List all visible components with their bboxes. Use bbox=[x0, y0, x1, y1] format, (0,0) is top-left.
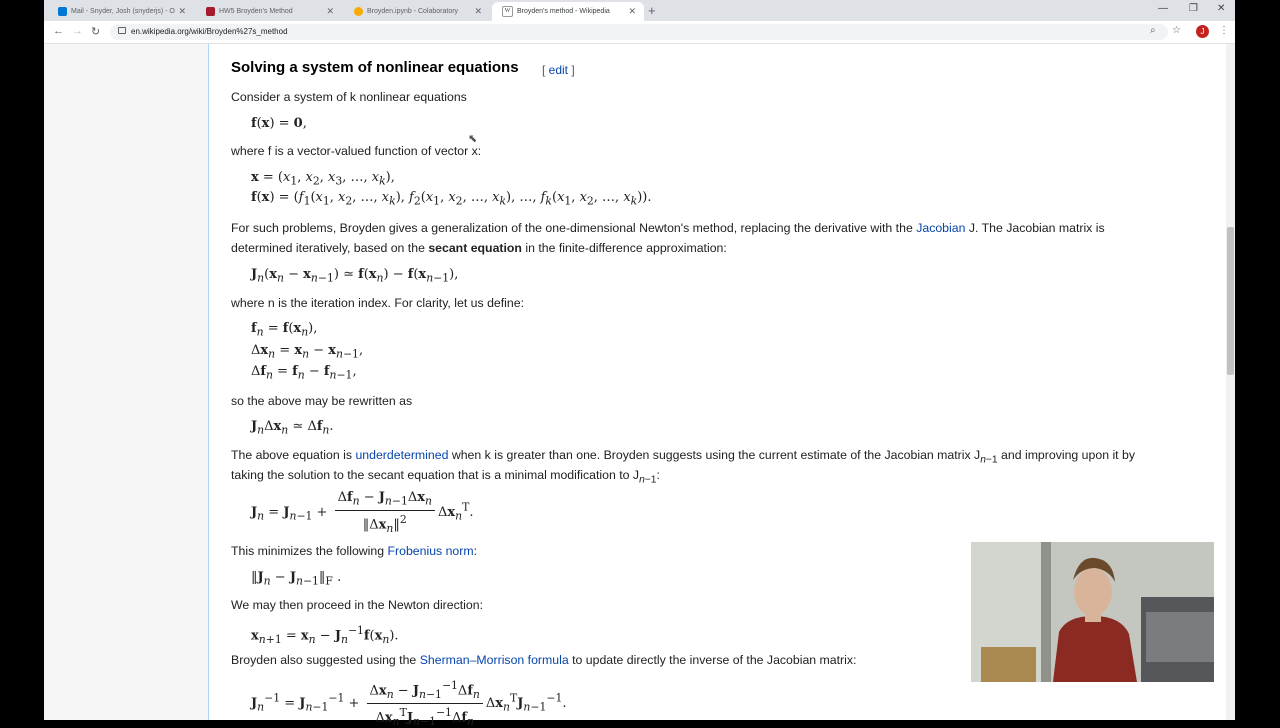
jacobian-link[interactable]: Jacobian bbox=[916, 221, 966, 235]
underdetermined-link[interactable]: underdetermined bbox=[355, 448, 449, 462]
profile-avatar[interactable]: J bbox=[1196, 25, 1209, 38]
close-tab-icon[interactable]: ✕ bbox=[178, 6, 186, 16]
close-tab-icon[interactable]: ✕ bbox=[326, 6, 334, 16]
new-tab-icon[interactable]: + bbox=[648, 3, 656, 18]
tab-label: Broyden's method - Wikipedia bbox=[517, 8, 610, 15]
sherman-morrison-link[interactable]: Sherman–Morrison formula bbox=[419, 653, 569, 667]
wikipedia-icon: W bbox=[502, 6, 513, 17]
url-text: en.wikipedia.org/wiki/Broyden%27s_method bbox=[131, 27, 288, 36]
paragraph: so the above may be rewritten as bbox=[231, 394, 413, 408]
math-equation: $\Delta x_n = x_n - x_{n-1}$, bbox=[251, 343, 364, 361]
math-equation: $x = (x_1$, $x_2$, $x_3$, …, $x_k$), bbox=[251, 170, 395, 188]
math-equation: $J_n\Delta x_n$ ≃ $\Delta f_n$. bbox=[251, 419, 334, 437]
forward-icon[interactable]: → bbox=[72, 25, 83, 37]
page-scrollbar[interactable] bbox=[1226, 44, 1235, 720]
paragraph: where f is a vector-valued function of vector x: bbox=[231, 144, 482, 158]
bookmark-star-icon[interactable]: ☆ bbox=[1172, 25, 1181, 36]
menu-icon[interactable]: ⋮ bbox=[1219, 25, 1229, 36]
math-equation: $J_n^{-1} = J_{n-1}^{-1}$ + $\frac{\Delta x_n - J_{n-1}^{-1}\Delta f_n}{\Delta x_n^TJ_{n-1}^{-1}\Delta f_n}$ $\Delta x_n^TJ_{n-1}^{-1}$. bbox=[251, 679, 567, 728]
math-equation: $\Delta f_n = f_n - f_{n-1}$, bbox=[251, 364, 357, 382]
webcam-overlay bbox=[971, 542, 1214, 682]
tab-label: Broyden.ipynb - Colaboratory bbox=[367, 8, 459, 15]
colab-icon bbox=[354, 7, 363, 16]
tab-wikipedia[interactable] bbox=[492, 2, 644, 21]
left-sidebar bbox=[44, 44, 209, 720]
close-tab-icon[interactable]: ✕ bbox=[628, 6, 636, 16]
math-equation: $‖J_n$ − $J_{n-1}‖_F$ . bbox=[251, 570, 342, 588]
edit-section: [ edit ] bbox=[542, 63, 575, 77]
reload-icon[interactable]: ↻ bbox=[91, 26, 101, 38]
tab-mail[interactable] bbox=[48, 2, 194, 21]
close-window-icon[interactable]: ✕ bbox=[1217, 3, 1226, 14]
webcam-image bbox=[971, 542, 1214, 682]
paragraph: This minimizes the following Frobenius norm: bbox=[231, 544, 478, 558]
tab-label: HW5 Broyden's Method bbox=[219, 8, 293, 15]
math-equation: $f(x) = (f_1(x_1$, $x_2$, …, $x_k$), $f_2(x_1$, $x_2$, …, $x_k$), …, $f_k(x_1$, $x_2$, …, $x_k$)). bbox=[251, 190, 652, 208]
paragraph: determined iteratively, based on the secant equation in the finite-difference approximation: bbox=[231, 241, 727, 255]
frobenius-norm-link[interactable]: Frobenius norm bbox=[387, 544, 474, 558]
math-equation: f(x) = 0, bbox=[251, 116, 307, 131]
paragraph: For such problems, Broyden gives a generalization of the one-dimensional Newton's method, replacing the derivative with the Jacobian J. The Jacobian matrix is bbox=[231, 221, 1105, 235]
back-icon[interactable]: ← bbox=[53, 25, 64, 37]
outlook-icon bbox=[58, 7, 67, 16]
paragraph: where n is the iteration index. For clarity, let us define: bbox=[231, 296, 524, 310]
paragraph: Broyden also suggested using the Sherman–Morrison formula to update directly the inverse of the Jacobian matrix: bbox=[231, 653, 857, 667]
address-bar[interactable] bbox=[110, 24, 1168, 40]
math-equation: $f_n = f(x_n)$, bbox=[251, 321, 318, 339]
tab-hw5[interactable] bbox=[196, 2, 342, 21]
math-equation: $x_{n+1} = x_n - J_n^{-1}f(x_n)$. bbox=[251, 624, 399, 646]
scrollbar-thumb[interactable] bbox=[1227, 227, 1234, 375]
edit-link[interactable]: edit bbox=[548, 63, 569, 77]
paragraph: Consider a system of k nonlinear equations bbox=[231, 90, 467, 104]
close-tab-icon[interactable]: ✕ bbox=[474, 6, 482, 16]
paragraph: taking the solution to the secant equation that is a minimal modification to $J_{n-1}$: bbox=[231, 468, 660, 486]
minimize-icon[interactable]: — bbox=[1158, 3, 1168, 14]
tab-strip bbox=[44, 0, 1235, 21]
lock-icon bbox=[118, 27, 126, 34]
paragraph: We may then proceed in the Newton direction: bbox=[231, 598, 483, 612]
browser-toolbar bbox=[44, 21, 1235, 44]
math-equation: $J_n(x_n - x_{n-1})$ ≃ $f(x_n) - f(x_{n-1})$, bbox=[251, 267, 459, 285]
zoom-icon[interactable]: ⌕ bbox=[1150, 25, 1156, 36]
university-icon bbox=[206, 7, 215, 16]
math-equation: $J_n = J_{n-1}$ + $\frac{\Delta f_n - J_{n-1}\Delta x_n}{‖\Delta x_n‖^2}$ $\Delta x_n^T$. bbox=[251, 490, 474, 535]
tab-colab[interactable] bbox=[344, 2, 490, 21]
restore-icon[interactable]: ❐ bbox=[1189, 3, 1198, 14]
mouse-cursor-icon: ⬉ bbox=[468, 133, 478, 145]
tab-label: Mail - Snyder, Josh (snyderjs) - O bbox=[71, 8, 175, 15]
paragraph: The above equation is underdetermined when k is greater than one. Broyden suggests using the current estimate of the Jacobian matrix $J_{n-1}$ and improving upon it by bbox=[231, 448, 1136, 466]
section-heading: Solving a system of nonlinear equations bbox=[231, 59, 519, 76]
